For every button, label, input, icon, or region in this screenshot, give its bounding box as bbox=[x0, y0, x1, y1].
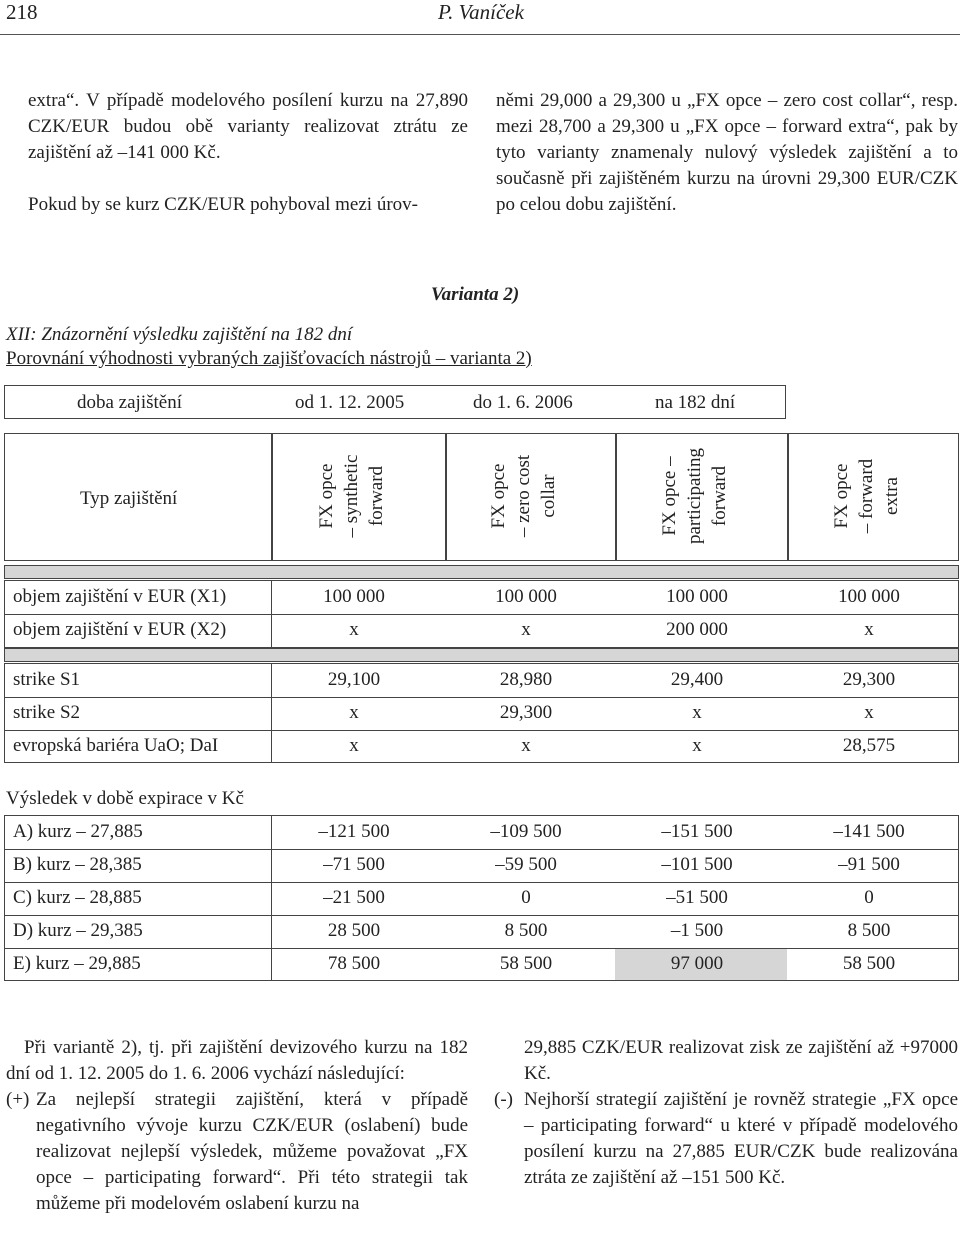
result-row-label: D) kurz – 29,385 bbox=[13, 920, 143, 941]
volume-cell: 100 000 bbox=[838, 586, 900, 607]
result-cell: –151 500 bbox=[661, 821, 733, 842]
minus-text: Nejhorší strategií zajištění je rovněž strategie „FX opce – participating forward“ u které v případě modelového posílení kurzu na 27,885 EUR/CZK bude realizována ztráta ze zajištění až –151 500 Kč. bbox=[524, 1089, 958, 1188]
result-row bbox=[5, 849, 958, 882]
column-header-line: FX opce bbox=[831, 463, 852, 529]
period-from: od 1. 12. 2005 bbox=[295, 392, 405, 413]
column-header-line: FX opce bbox=[316, 463, 337, 529]
volume-row-label: objem zajištění v EUR (X2) bbox=[13, 619, 227, 640]
table-title: XII: Znázornění výsledku zajištění na 182 dní bbox=[6, 324, 353, 345]
result-cell: 58 500 bbox=[842, 953, 896, 974]
intro-right-para: němi 29,000 a 29,300 u „FX opce – zero cost collar“, resp. mezi 28,700 a 29,300 u „FX opce – forward extra“, pak by tyto varianty znamenaly nulový výsledek zajištění a to současně při zajištěném kurzu na úrovni 29,300 EUR/CZK po celou dobu zajištění. bbox=[496, 90, 958, 215]
strike-row-label: strike S2 bbox=[13, 702, 81, 723]
result-row-label: C) kurz – 28,885 bbox=[13, 887, 142, 908]
result-cell: –51 500 bbox=[666, 887, 728, 908]
volume-block bbox=[4, 580, 959, 648]
strike-row bbox=[5, 664, 958, 697]
plus-text: Za nejlepší strategii zajištění, která v případě negativního vývoje kurzu CZK/EUR (oslabení) bude realizovat nejlepší výsledek, můžeme považovat „FX opce – participating forward“. Při této strategii tak můžeme při modelovém oslabení kurzu na bbox=[36, 1089, 468, 1214]
intro-left-para-1: extra“. V případě modelového posílení kurzu na 27,890 CZK/EUR budou obě varianty realizovat ztrátu ze zajištění až –141 000 Kč. bbox=[28, 90, 468, 163]
header-rule bbox=[0, 34, 960, 35]
strike-cell: x bbox=[864, 702, 874, 723]
running-header-author: P. Vaníček bbox=[438, 0, 524, 24]
strike-cell: x bbox=[521, 735, 531, 756]
strike-row bbox=[5, 697, 958, 730]
minus-marker: (-) bbox=[494, 1089, 513, 1110]
column-header-4 bbox=[829, 434, 909, 558]
volume-row-label: objem zajištění v EUR (X1) bbox=[13, 586, 227, 607]
volume-cell: 100 000 bbox=[323, 586, 385, 607]
strike-row-label: strike S1 bbox=[13, 669, 81, 690]
result-cell: –1 500 bbox=[670, 920, 724, 941]
column-header-line: FX opce bbox=[488, 463, 509, 529]
volume-cell: x bbox=[521, 619, 531, 640]
volume-cell: x bbox=[864, 619, 874, 640]
column-header-line: forward bbox=[366, 465, 387, 527]
column-header-line: – synthetic bbox=[341, 454, 362, 538]
result-cell: –21 500 bbox=[323, 887, 385, 908]
period-label: doba zajištění bbox=[77, 392, 182, 413]
strike-row bbox=[5, 730, 958, 763]
result-cell: –109 500 bbox=[490, 821, 562, 842]
bottom-left-para: Při variantě 2), tj. při zajištění devizového kurzu na 182 dní od 1. 12. 2005 do 1. 6. 2006 vychází následující: bbox=[6, 1037, 468, 1084]
result-cell: 0 bbox=[864, 887, 874, 908]
result-title: Výsledek v době expirace v Kč bbox=[6, 788, 244, 809]
result-cell: –91 500 bbox=[838, 854, 900, 875]
column-header-line: extra bbox=[881, 477, 902, 515]
volume-row bbox=[5, 614, 958, 647]
result-block bbox=[4, 815, 959, 981]
volume-cell: 100 000 bbox=[495, 586, 557, 607]
result-row-label: B) kurz – 28,385 bbox=[13, 854, 142, 875]
result-row bbox=[5, 816, 958, 849]
volume-cell: x bbox=[349, 619, 359, 640]
strike-cell: x bbox=[692, 735, 702, 756]
column-header-line: – forward bbox=[856, 458, 877, 534]
result-row bbox=[5, 948, 958, 981]
result-cell: –71 500 bbox=[323, 854, 385, 875]
plus-continuation: 29,885 CZK/EUR realizovat zisk ze zajištění až +97000 Kč. bbox=[524, 1037, 958, 1084]
plus-marker: (+) bbox=[6, 1089, 30, 1110]
strike-cell: x bbox=[349, 735, 359, 756]
result-cell: 78 500 bbox=[327, 953, 381, 974]
table-subtitle: Porovnání výhodnosti vybraných zajišťovacích nástrojů – varianta 2) bbox=[6, 348, 532, 369]
column-header-line: collar bbox=[538, 474, 559, 518]
result-cell: 97 000 bbox=[670, 953, 724, 974]
result-cell: 58 500 bbox=[499, 953, 553, 974]
separator-bar-2 bbox=[4, 648, 959, 662]
column-header-1 bbox=[314, 434, 394, 558]
result-cell: 8 500 bbox=[504, 920, 548, 941]
volume-cell: 200 000 bbox=[666, 619, 728, 640]
column-header-line: FX opce – bbox=[659, 456, 680, 536]
strike-cell: 29,400 bbox=[670, 669, 724, 690]
column-header-3 bbox=[657, 434, 737, 558]
strike-cell: x bbox=[349, 702, 359, 723]
volume-cell: 100 000 bbox=[666, 586, 728, 607]
intro-right-column bbox=[496, 88, 958, 218]
strike-cell: 29,300 bbox=[499, 702, 553, 723]
period-days: na 182 dní bbox=[655, 392, 736, 413]
column-header-line: – zero cost bbox=[513, 454, 534, 538]
result-cell: –121 500 bbox=[318, 821, 390, 842]
variant-title: Varianta 2) bbox=[431, 284, 520, 305]
bottom-left-column bbox=[6, 1035, 468, 1217]
strike-cell: 29,100 bbox=[327, 669, 381, 690]
separator-bar-1 bbox=[4, 565, 959, 579]
result-row bbox=[5, 882, 958, 915]
strike-cell: 28,575 bbox=[842, 735, 896, 756]
column-header-line: participating bbox=[684, 447, 705, 545]
result-cell: –101 500 bbox=[661, 854, 733, 875]
bottom-right-column bbox=[494, 1035, 958, 1191]
strike-cell: x bbox=[692, 702, 702, 723]
strike-cell: 29,300 bbox=[842, 669, 896, 690]
period-to: do 1. 6. 2006 bbox=[473, 392, 573, 413]
result-row bbox=[5, 915, 958, 948]
page-number: 218 bbox=[6, 0, 38, 24]
column-header-line: forward bbox=[709, 465, 730, 527]
period-box bbox=[4, 385, 786, 419]
result-row-label: E) kurz – 29,885 bbox=[13, 953, 141, 974]
result-cell: 8 500 bbox=[847, 920, 891, 941]
type-label: Typ zajištění bbox=[80, 488, 178, 509]
result-cell: 0 bbox=[521, 887, 531, 908]
strike-cell: 28,980 bbox=[499, 669, 553, 690]
volume-row bbox=[5, 581, 958, 614]
result-cell: –59 500 bbox=[495, 854, 557, 875]
strike-block bbox=[4, 663, 959, 763]
intro-left-para-2: Pokud by se kurz CZK/EUR pohyboval mezi úrov- bbox=[28, 194, 418, 215]
result-cell: 28 500 bbox=[327, 920, 381, 941]
result-row-label: A) kurz – 27,885 bbox=[13, 821, 143, 842]
intro-left-column bbox=[28, 88, 468, 218]
strike-row-label: evropská bariéra UaO; DaI bbox=[13, 735, 219, 756]
result-cell: –141 500 bbox=[833, 821, 905, 842]
column-header-2 bbox=[486, 434, 566, 558]
